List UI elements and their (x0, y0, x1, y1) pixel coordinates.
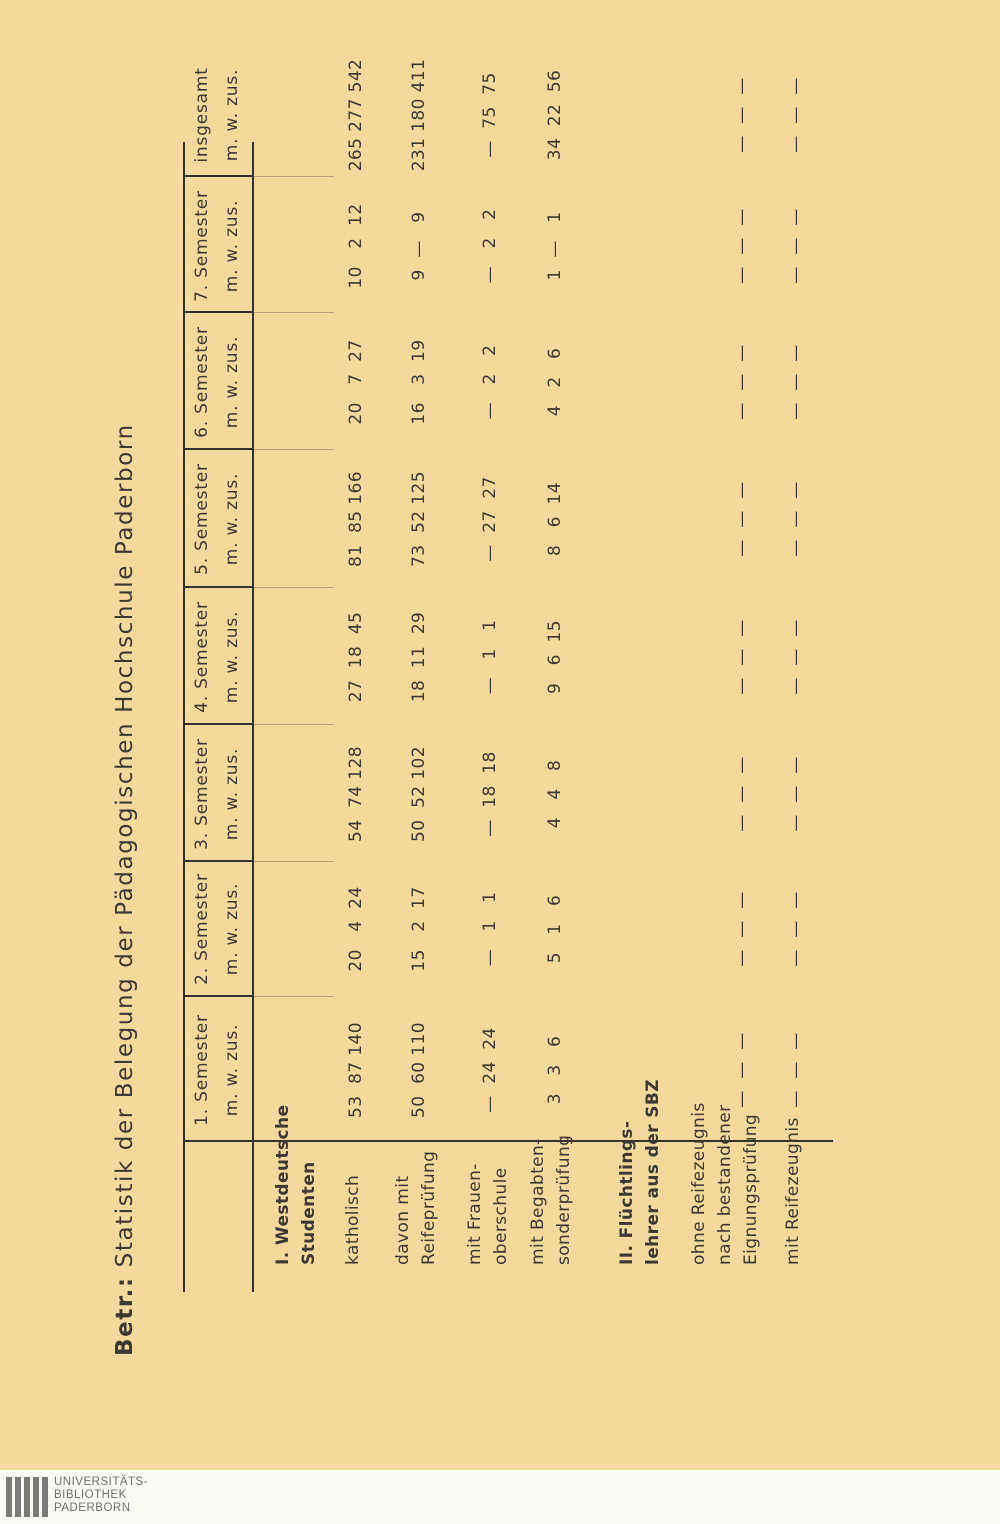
table-cell: 5 1 6 (545, 894, 565, 964)
column-header-semester: 3. Semester (192, 738, 212, 850)
table-cell: 53 87 140 (346, 1022, 366, 1118)
table-cell: 4 2 6 (545, 347, 565, 417)
row-label-line: oberschule (491, 1167, 511, 1265)
row-label-begabtensonderpruefung (525, 1135, 577, 1265)
column-header-subheads: m. w. zus. (222, 68, 242, 162)
table-cell: 1 — 1 (545, 211, 565, 281)
table-cell: 54 74 128 (346, 746, 366, 842)
column-header-subheads: m. w. zus. (222, 882, 242, 976)
table-cell: — 75 75 (480, 72, 500, 158)
table-cell: 15 2 17 (409, 886, 429, 972)
column-header-semester: 6. Semester (192, 326, 212, 438)
section-label-line: lehrer aus der SBZ (643, 1078, 663, 1265)
column-separator-faint (254, 312, 334, 313)
row-label-line: katholisch (343, 1174, 363, 1265)
table-cell: 34 22 56 (545, 69, 565, 161)
column-header-subheads: m. w. zus. (222, 1023, 242, 1117)
section-label-line: Studenten (299, 1161, 319, 1265)
table-cell: — — — (786, 619, 806, 695)
column-separator-faint (254, 587, 334, 588)
logo-line: BIBLIOTHEK (54, 1489, 127, 1501)
table-cell: — 2 2 (480, 344, 500, 420)
logo-line: PADERBORN (54, 1502, 131, 1514)
table-cell: 9 6 15 (545, 620, 565, 694)
row-label-line: mit Frauen- (465, 1163, 485, 1265)
library-logo-text (54, 1476, 148, 1515)
table-cell: — — — (732, 208, 752, 284)
table-cell: — — — (786, 756, 806, 832)
table-cell: 16 3 19 (409, 339, 429, 425)
table-cell: 265 277 542 (346, 58, 366, 172)
table-top-rule (183, 142, 185, 1292)
column-header-subheads: m. w. zus. (222, 199, 242, 293)
row-label-katholisch (340, 1175, 366, 1265)
logo-line: UNIVERSITÄTS- (54, 1476, 149, 1488)
table-cell: — — — (786, 344, 806, 420)
row-label-line: mit Reifezeugnis (783, 1117, 803, 1265)
table-cell: — 24 24 (480, 1027, 500, 1113)
column-header-semester: insgesamt (192, 67, 212, 163)
row-label-line: mit Begabten- (528, 1138, 548, 1265)
table-cell: — — — (786, 77, 806, 153)
table-cell: — 2 2 (480, 208, 500, 284)
table-cell: — — — (732, 891, 752, 967)
library-logo-icon (6, 1477, 48, 1517)
table-cell: 9 — 9 (409, 211, 429, 281)
column-header-subheads: m. w. zus. (222, 747, 242, 841)
table-cell: 4 4 8 (545, 759, 565, 829)
section-label-refugee-teachers (614, 1079, 666, 1265)
table-cell: 18 11 29 (409, 611, 429, 703)
table-cell: — 18 18 (480, 751, 500, 837)
row-label-line: Eignungsprüfung (741, 1113, 761, 1265)
title-text: Statistik der Belegung der Pädagogischen Hochschule Paderborn (112, 423, 138, 1268)
table-cell: — 1 1 (480, 619, 500, 695)
table-cell: 50 52 102 (409, 746, 429, 842)
library-logo (0, 1470, 1000, 1524)
row-label-line: nach bestandener (715, 1104, 735, 1265)
table-cell: — — — (732, 1032, 752, 1108)
row-label-line: davon mit (393, 1175, 413, 1265)
table-cell: 20 4 24 (346, 886, 366, 972)
column-header-subheads: m. w. zus. (222, 610, 242, 704)
table-cell: 8 6 14 (545, 482, 565, 556)
table-cell: — — — (732, 77, 752, 153)
column-separator-faint (254, 996, 334, 997)
table-cell: — 1 1 (480, 891, 500, 967)
table-cell: — — — (786, 208, 806, 284)
row-label-reifepruefung (390, 1151, 442, 1265)
table-cell: 3 3 6 (545, 1035, 565, 1105)
title-prefix: Betr.: (112, 1276, 138, 1356)
row-label-ohne-reifezeugnis (686, 1102, 764, 1265)
table-cell: 20 7 27 (346, 339, 366, 425)
section-label-line: II. Flüchtlings- (617, 1120, 637, 1265)
table-cell: — — — (732, 481, 752, 557)
column-header-subheads: m. w. zus. (222, 335, 242, 429)
table-cell: 81 85 166 (346, 471, 366, 567)
table-cell: — — — (732, 344, 752, 420)
column-header-semester: 5. Semester (192, 463, 212, 575)
column-separator-faint (254, 724, 334, 725)
table-cell: — — — (732, 619, 752, 695)
column-header-semester: 7. Semester (192, 190, 212, 302)
column-header-semester: 2. Semester (192, 873, 212, 985)
table-cell: 50 60 110 (409, 1022, 429, 1118)
column-separator-faint (254, 176, 334, 177)
column-header-semester: 4. Semester (192, 601, 212, 713)
column-separator-faint (254, 449, 334, 450)
column-separator-faint (254, 861, 334, 862)
column-header-semester: 1. Semester (192, 1014, 212, 1126)
row-label-line: Reifeprüfung (419, 1150, 439, 1265)
table-cell: 10 2 12 (346, 203, 366, 289)
section-label-line: I. Westdeutsche (273, 1104, 293, 1265)
row-label-frauenoberschule (462, 1163, 514, 1265)
table-cell: — — — (786, 891, 806, 967)
table-cell: 27 18 45 (346, 611, 366, 703)
table-cell: — 27 27 (480, 476, 500, 562)
table-cell: 231 180 411 (409, 58, 429, 172)
table-header-rule (252, 142, 254, 1292)
row-label-line: sonderprüfung (554, 1134, 574, 1265)
row-label-line: ohne Reifezeugnis (689, 1102, 709, 1265)
column-header-subheads: m. w. zus. (222, 472, 242, 566)
table-cell: — — — (732, 756, 752, 832)
section-label-west-german (270, 1105, 322, 1265)
table-cell: 73 52 125 (409, 471, 429, 567)
document-title (112, 423, 138, 1356)
table-cell: — — — (786, 481, 806, 557)
table-cell: — — — (786, 1032, 806, 1108)
